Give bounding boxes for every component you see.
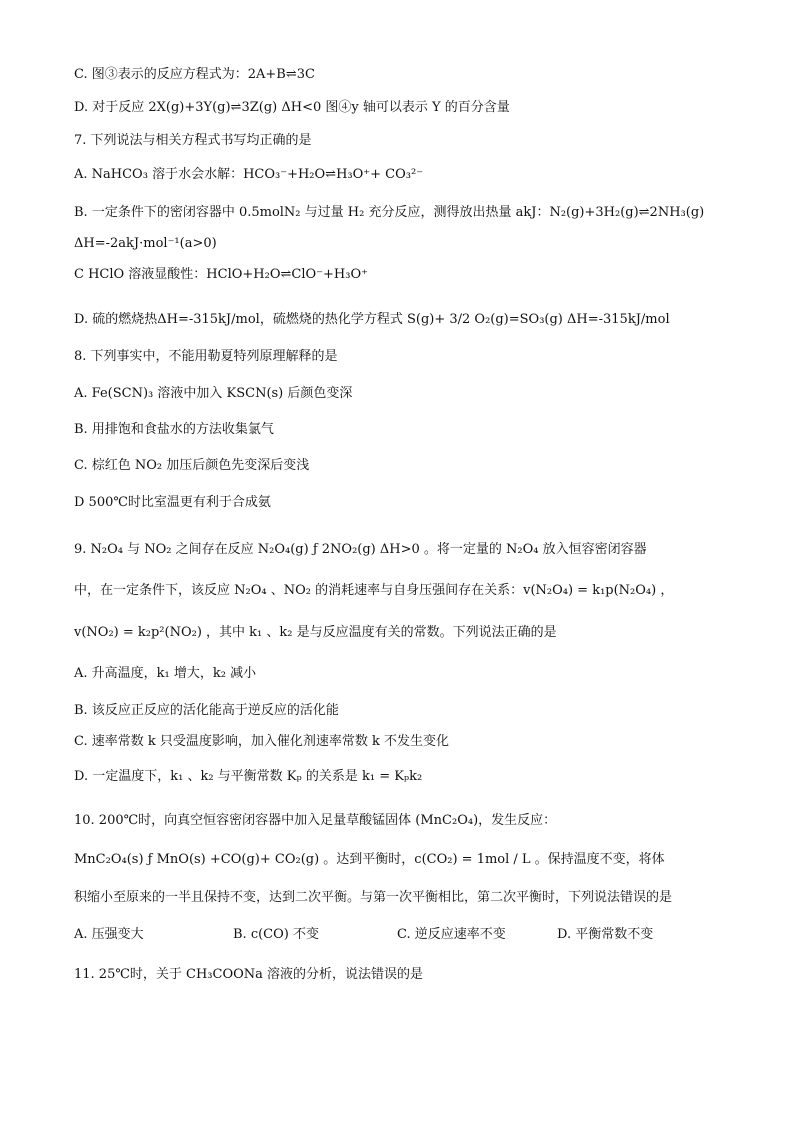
q9-stem-1: 9. N₂O₄ 与 NO₂ 之间存在反应 N₂O₄(g) ƒ 2NO₂(g) ΔH>0 。将一定量的 N₂O₄ 放入恒容密闭容器	[74, 542, 647, 557]
q7-stem: 7. 下列说法与相关方程式书写均正确的是	[74, 133, 312, 148]
q8-option-b: B. 用排饱和食盐水的方法收集氯气	[74, 422, 274, 437]
q9-option-b: B. 该反应正反应的活化能高于逆反应的活化能	[74, 703, 339, 718]
q11-stem: 11. 25℃时，关于 CH₃COONa 溶液的分析，说法错误的是	[74, 967, 424, 982]
q7-option-b-cont: ΔH=-2akJ·mol⁻¹(a>0)	[74, 236, 217, 251]
q10-option-c: C. 逆反应速率不变	[397, 927, 506, 942]
q10-option-d: D. 平衡常数不变	[557, 927, 654, 942]
q9-option-c: C. 速率常数 k 只受温度影响，加入催化剂速率常数 k 不发生变化	[74, 734, 450, 749]
q7-option-a: A. NaHCO₃ 溶于水会水解：HCO₃⁻+H₂O⇌H₃O⁺+ CO₃²⁻	[74, 167, 424, 182]
q10-stem-3: 积缩小至原来的一半且保持不变，达到二次平衡。与第一次平衡相比，第二次平衡时，下列说法错误的是	[74, 890, 673, 905]
q10-stem-1: 10. 200℃时，向真空恒容密闭容器中加入足量草酸锰固体 (MnC₂O₄)，发生反应：	[74, 813, 557, 828]
q6-option-d: D. 对于反应 2X(g)+3Y(g)⇌3Z(g) ΔH<0 图④y 轴可以表示 Y 的百分含量	[74, 100, 510, 115]
q7-option-b: B. 一定条件下的密闭容器中 0.5molN₂ 与过量 H₂ 充分反应，测得放出热量 akJ：N₂(g)+3H₂(g)⇌2NH₃(g)	[74, 205, 705, 220]
q9-stem-2: 中，在一定条件下，该反应 N₂O₄ 、NO₂ 的消耗速率与自身压强间存在关系：v(N₂O₄) = k₁p(N₂O₄) ，	[74, 583, 674, 598]
q9-option-a: A. 升高温度，k₁ 增大，k₂ 减小	[74, 666, 257, 681]
q7-option-d: D. 硫的燃烧热ΔH=-315kJ/mol，硫燃烧的热化学方程式 S(g)+ 3/2 O₂(g)=SO₃(g) ΔH=-315kJ/mol	[74, 312, 670, 327]
q8-option-a: A. Fe(SCN)₃ 溶液中加入 KSCN(s) 后颜色变深	[74, 386, 353, 401]
q10-stem-2: MnC₂O₄(s) ƒ MnO(s) +CO(g)+ CO₂(g) 。达到平衡时，c(CO₂) = 1mol / L 。保持温度不变，将体	[74, 852, 665, 867]
q10-option-b: B. c(CO) 不变	[233, 927, 319, 942]
q7-option-c: C HClO 溶液显酸性：HClO+H₂O⇌ClO⁻+H₃O⁺	[74, 267, 368, 282]
q8-stem: 8. 下列事实中，不能用勒夏特列原理解释的是	[74, 349, 338, 364]
q8-option-c: C. 棕红色 NO₂ 加压后颜色先变深后变浅	[74, 458, 310, 473]
q9-option-d: D. 一定温度下，k₁ 、k₂ 与平衡常数 Kₚ 的关系是 k₁ = Kₚk₂	[74, 769, 423, 784]
q10-option-a: A. 压强变大	[74, 927, 144, 942]
q9-stem-3: v(NO₂) = k₂p²(NO₂) ，其中 k₁ 、k₂ 是与反应温度有关的常数。下列说法正确的是	[74, 625, 557, 640]
q8-option-d: D 500℃时比室温更有利于合成氨	[74, 495, 271, 510]
q6-option-c: C. 图③表示的反应方程式为：2A+B⇌3C	[74, 67, 315, 82]
